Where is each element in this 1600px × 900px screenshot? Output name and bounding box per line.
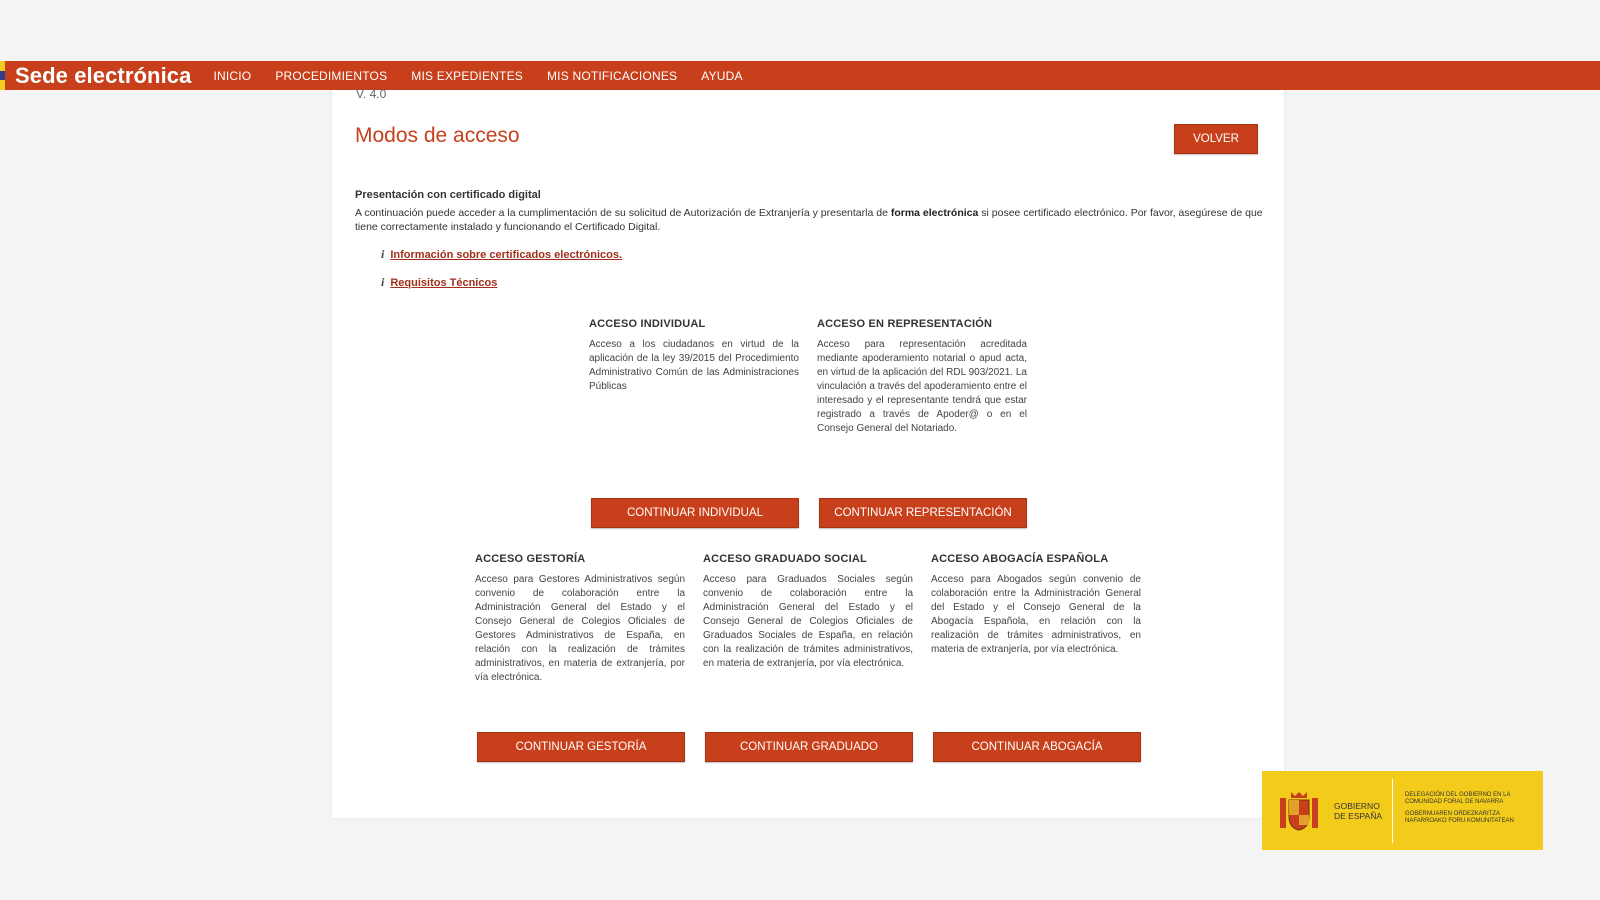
- nav-ayuda[interactable]: AYUDA: [701, 68, 743, 83]
- card-title: ACCESO GESTORÍA: [475, 553, 586, 565]
- main-nav: [201, 69, 754, 83]
- certificados-link[interactable]: Información sobre certificados electrónicos.: [390, 248, 623, 261]
- info-icon: i: [381, 247, 385, 261]
- nav-procedimientos[interactable]: PROCEDIMIENTOS: [275, 68, 388, 83]
- card-individual: [589, 318, 799, 394]
- continue-abogacia-button[interactable]: CONTINUAR ABOGACÍA: [933, 732, 1141, 762]
- card-representacion: [817, 318, 1027, 436]
- card-text: Acceso a los ciudadanos en virtud de la aplicación de la ley 39/2015 del Procedimiento Administrativo Común de las Administraciones Públicas: [589, 339, 799, 392]
- card-title: ACCESO INDIVIDUAL: [589, 318, 706, 330]
- deleg-eu: GOBERNUAREN ORDEZKARITZA NAFARROAKO FORU KOMUNITATEAN: [1405, 810, 1514, 824]
- card-gestoria: [475, 553, 685, 685]
- card-title: ACCESO ABOGACÍA ESPAÑOLA: [931, 553, 1109, 565]
- intro-text: [355, 206, 1265, 234]
- card-text: Acceso para Gestores Administrativos según convenio de colaboración entre la Administración General del Estado y el Consejo General de Colegios Oficiales de Gestores Administrativos de España, en relación con la realización de trámites administrativos, en materia de extranjería, por vía electrónica.: [475, 574, 685, 683]
- requisitos-link[interactable]: Requisitos Técnicos: [390, 276, 498, 289]
- card-text: Acceso para representación acreditada mediante apoderamiento notarial o apud acta, en virtud de la aplicación del RDL 903/2021. La vinculación a través del apoderamiento entre el interesado y el representante tendrá que estar registrado a través de Apoder@ o en el Consejo General del Notariado.: [817, 339, 1027, 434]
- nav-inicio[interactable]: INICIO: [213, 68, 252, 83]
- card-title: ACCESO GRADUADO SOCIAL: [703, 553, 867, 565]
- section-title: Presentación con certificado digital: [355, 189, 541, 201]
- nav-mis-expedientes[interactable]: MIS EXPEDIENTES: [411, 68, 523, 83]
- card-title: ACCESO EN REPRESENTACIÓN: [817, 318, 993, 330]
- card-graduado: [703, 553, 913, 671]
- continue-representacion-button[interactable]: CONTINUAR REPRESENTACIÓN: [819, 498, 1027, 528]
- footer-divider: [1392, 779, 1393, 843]
- coat-of-arms-icon: [1276, 788, 1322, 834]
- continue-graduado-button[interactable]: CONTINUAR GRADUADO: [705, 732, 913, 762]
- deleg-es: DELEGACIÓN DEL GOBIERNO EN LA COMUNIDAD FORAL DE NAVARRA: [1405, 791, 1511, 805]
- government-logo: [1262, 771, 1543, 850]
- continue-gestoria-button[interactable]: CONTINUAR GESTORÍA: [477, 732, 685, 762]
- page-title: Modos de acceso: [355, 124, 520, 147]
- main-panel: [332, 87, 1284, 818]
- continue-individual-button[interactable]: CONTINUAR INDIVIDUAL: [591, 498, 799, 528]
- flag-stripe-icon: [0, 61, 5, 90]
- info-icon: i: [381, 275, 385, 289]
- card-text: Acceso para Abogados según convenio de colaboración entre la Administración General del Estado y el Consejo General de la Abogacía Española, en relación con la realización de trámites administrativos, en materia de extranjería, por vía electrónica.: [931, 574, 1141, 655]
- intro-part1: A continuación puede acceder a la cumplimentación de su solicitud de Autorización de Extranjería y presentarla de: [355, 207, 891, 219]
- gob-line2: DE ESPAÑA: [1334, 810, 1383, 821]
- intro-bold: forma electrónica: [890, 207, 979, 219]
- nav-mis-notificaciones[interactable]: MIS NOTIFICACIONES: [546, 68, 678, 83]
- gobierno-text: [1334, 801, 1388, 821]
- brand-title[interactable]: Sede electrónica: [15, 62, 192, 88]
- intro-part2: si posee certificado electrónico. Por favor, asegúrese de que tiene correctamente instalado y funcionando el Certificado Digital.: [355, 207, 1263, 233]
- info-link-certificados: [381, 247, 622, 262]
- delegacion-text: [1405, 792, 1529, 830]
- top-navigation-bar: [0, 61, 1600, 90]
- back-button[interactable]: VOLVER: [1174, 124, 1258, 154]
- info-link-requisitos: [381, 275, 497, 290]
- card-text: Acceso para Graduados Sociales según convenio de colaboración entre la Administración General del Estado y el Consejo General de Colegios Oficiales de Graduados Sociales de España, en relación con la realización de trámites administrativos, en materia de extranjería, por vía electrónica.: [703, 574, 913, 669]
- gob-line1: GOBIERNO: [1334, 800, 1380, 811]
- version-label: V. 4.0: [356, 87, 387, 101]
- card-abogacia: [931, 553, 1141, 657]
